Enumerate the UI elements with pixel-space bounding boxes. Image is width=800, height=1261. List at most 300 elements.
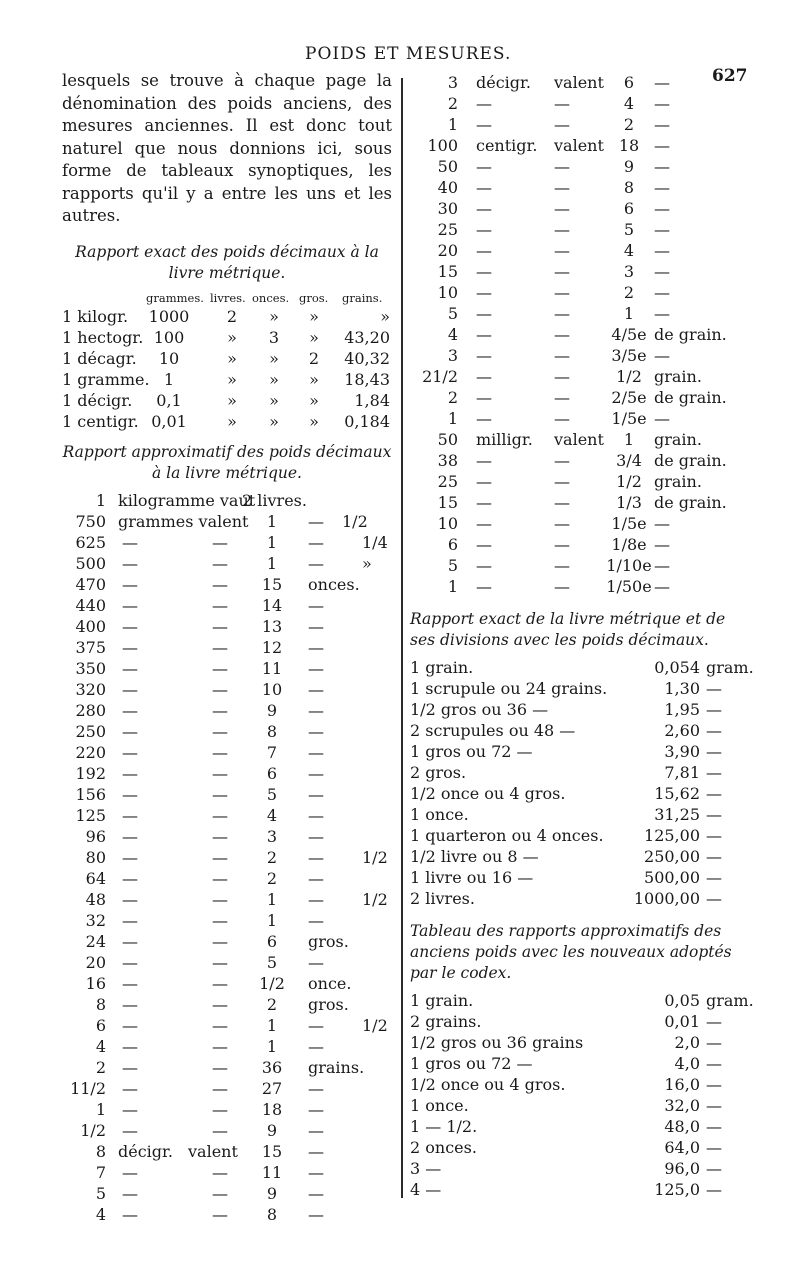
table-cell: — [654,199,670,218]
table-row [62,1078,392,1099]
table-row [410,324,740,345]
table-cell: — [122,868,138,888]
table-cell: 2,0 [674,1033,700,1052]
table-cell: — [476,577,492,596]
table-cell: — [212,1099,228,1119]
table-row [410,555,740,576]
table-cell: 2 scrupules ou 48 — [410,721,576,740]
table-cell: 2 [266,994,278,1014]
table-row [62,910,392,931]
table-cell: 1 [266,532,278,552]
table-cell: 1 [266,889,278,909]
table-cell: — [476,493,492,512]
table-cell: 16,0 [664,1075,700,1094]
table-cell: 1 décigr. [62,390,133,410]
table-cell: — [554,262,570,281]
table-cell: 1/5e [611,514,647,533]
table-cell: — [308,1015,324,1035]
table1-header-cell: gros. [299,290,329,305]
table-cell: — [706,1138,722,1157]
table-cell: — [122,1183,138,1203]
table-cell: » [269,306,279,326]
table-cell: 1 gros ou 72 — [410,1054,533,1073]
table-row [62,1099,392,1120]
table-cell: 31,25 [654,805,700,824]
table-cell: 96 [85,826,106,846]
table-row [410,762,740,783]
table-cell: 9 [266,1120,278,1140]
table-cell: — [554,493,570,512]
table-cell: — [308,1078,324,1098]
table-cell: 64,0 [664,1138,700,1157]
table-cell: » [227,348,237,368]
table3-body [410,657,754,909]
table-row [410,492,740,513]
table-cell: 1 gros ou 72 — [410,742,533,761]
table-cell: 2 [623,115,635,134]
table-cell: — [212,847,228,867]
table-cell: — [308,1099,324,1119]
table-cell: — [122,595,138,615]
table-cell: — [706,784,722,803]
table-cell: 4 [623,94,635,113]
table-cell: » [309,411,319,431]
table-row [410,1158,740,1179]
table-row [410,846,740,867]
table-cell: — [308,1036,324,1056]
table-row [410,678,740,699]
table-cell: 10 [437,283,458,302]
table-cell: 5 [623,220,635,239]
table-cell: — [476,283,492,302]
table-cell: — [212,994,228,1014]
table-row [410,657,754,678]
table-cell: 1/2 [362,847,388,867]
table-cell: 11 [261,1162,283,1182]
table-cell: — [122,637,138,657]
table-cell: — [122,889,138,909]
t2-cell: décigr. [118,1141,174,1161]
table-cell: 6 [623,199,635,218]
table-cell: 0,01 [151,411,187,431]
table-cell: 1 [447,115,458,134]
table-cell: — [122,658,138,678]
table-cell: 3 — [410,1159,442,1178]
table-cell: — [554,178,570,197]
table-cell: — [122,931,138,951]
table-row [410,177,740,198]
table-cell: 50 [437,430,458,449]
table-cell: 5 [447,304,458,323]
table-cell: — [706,721,722,740]
table-row [410,93,740,114]
table-cell: — [654,220,670,239]
table-cell: 350 [75,658,106,678]
t2-cell: — [308,511,324,531]
table-cell: — [554,325,570,344]
table-cell: — [706,1054,722,1073]
table-cell: gram. [706,658,754,677]
table-cell: centigr. [476,136,538,155]
table-cell: — [212,1057,228,1077]
table-cell: — [476,220,492,239]
table-cell: — [554,409,570,428]
table-cell: — [212,1204,228,1224]
table-row [62,616,392,637]
table-cell: 1 once. [410,1096,469,1115]
table-cell: 18,43 [344,369,390,389]
table-cell: 1 quarteron ou 4 onces. [410,826,604,845]
table-cell: 9 [266,1183,278,1203]
table-cell: gros. [308,931,349,951]
table-cell: — [654,409,670,428]
table-row [62,784,392,805]
table-row [410,450,740,471]
table2-tail [62,1162,392,1225]
table-row [62,679,392,700]
table-row [62,411,392,432]
table-cell: — [654,157,670,176]
table-cell: 1/2 gros ou 36 grains [410,1033,584,1052]
table-cell: 1/2 [616,367,642,386]
table-cell: — [706,1117,722,1136]
table-cell: de grain. [654,451,727,470]
table-cell: 4 [266,805,278,825]
table-cell: — [308,637,324,657]
table-cell: 11 [261,658,283,678]
table-cell: 1/4 [362,532,388,552]
table-cell: — [554,94,570,113]
table2-row [62,1141,392,1162]
table-cell: 500 [75,553,106,573]
table-cell: 4,0 [674,1054,700,1073]
table-cell: 0,05 [664,991,700,1010]
table-cell: 280 [75,700,106,720]
t2-cell: valent [188,1141,238,1161]
table-cell: » [309,390,319,410]
table-cell: — [308,763,324,783]
table-cell: 8 [266,721,278,741]
table1-caption: Rapport exact des poids décimaux à la livre métrique. [75,242,379,282]
table-cell: — [476,472,492,491]
table-cell: 6 [266,931,278,951]
table-row [62,348,392,369]
table-cell: — [122,616,138,636]
table-cell: 7,81 [664,763,700,782]
table-row [410,282,740,303]
table-row [62,369,392,390]
table-row [410,408,740,429]
table2-body [62,532,392,1141]
table-row [62,742,392,763]
table-cell: — [554,304,570,323]
table-cell: — [308,595,324,615]
table-cell: 12 [261,637,283,657]
table-cell: — [554,514,570,533]
table-cell: — [706,868,722,887]
table-cell: — [308,700,324,720]
table-cell: — [122,1162,138,1182]
table-cell: 1/2 [362,889,388,909]
table-cell: 1,30 [664,679,700,698]
table-cell: — [476,199,492,218]
column-divider [401,78,403,1198]
table-cell: 1 [447,409,458,428]
table-cell: 18 [261,1099,283,1119]
table-cell: 20 [85,952,106,972]
table-cell: — [308,616,324,636]
table-cell: — [122,784,138,804]
table-cell: — [476,178,492,197]
table-cell: » [227,390,237,410]
table-cell: 3,90 [664,742,700,761]
table-cell: 2 [266,847,278,867]
table-cell: 4/5e [611,325,647,344]
table-cell: — [308,805,324,825]
table-cell: — [212,1183,228,1203]
table-cell: — [706,847,722,866]
table-cell: 14 [261,595,283,615]
table-cell: 16 [85,973,106,993]
table-cell: — [212,931,228,951]
table-row [410,825,740,846]
table-cell: — [554,577,570,596]
table-row [410,387,740,408]
table-cell: — [308,784,324,804]
table-row [62,1120,392,1141]
table-row [410,303,740,324]
table-cell: 1 [266,553,278,573]
table-cell: décigr. [476,73,532,92]
table-cell: 2 onces. [410,1138,477,1157]
table-row [410,534,740,555]
table-cell: — [212,763,228,783]
table-cell: — [554,472,570,491]
table-cell: 5 [95,1183,106,1203]
table-cell: gram. [706,991,754,1010]
table-cell: 1 [623,430,635,449]
table-cell: — [212,952,228,972]
table-cell: 32,0 [664,1096,700,1115]
table-cell: 440 [75,595,106,615]
table-cell: » [269,369,279,389]
table-row [62,700,392,721]
table-cell: 7 [266,742,278,762]
table-cell: 48 [85,889,106,909]
table-cell: 4 [95,1204,106,1224]
table-cell: — [212,658,228,678]
t2-cell: kilogramme vaut [118,490,256,510]
table-cell: 1 scrupule ou 24 grains. [410,679,608,698]
table-row [410,471,740,492]
table-cell: — [654,556,670,575]
table-cell: 470 [75,574,106,594]
right-column [410,72,754,1200]
table-cell: — [122,952,138,972]
table-cell: — [122,1015,138,1035]
table-cell: — [654,241,670,260]
table-cell: 3 [447,346,458,365]
table-cell: 8 [623,178,635,197]
table-cell: 6 [95,1015,106,1035]
table-row [410,783,740,804]
table-cell: — [122,1120,138,1140]
table-cell: 1 gramme. [62,369,150,389]
table-cell: — [654,94,670,113]
table-cell: grain. [654,472,702,491]
table-cell: 5 [447,556,458,575]
table-cell: 96,0 [664,1159,700,1178]
table-row [410,990,754,1011]
table-cell: 21/2 [422,367,458,386]
table-cell: — [308,1204,324,1224]
table-row [62,1015,392,1036]
table-cell: — [122,1078,138,1098]
table-cell: 5 [266,784,278,804]
table-cell: — [122,742,138,762]
table-cell: 40 [437,178,458,197]
table1-header-cell: livres. [210,290,246,305]
table-cell: — [706,679,722,698]
table-cell: » [362,553,372,573]
table-cell: 1 [623,304,635,323]
table-cell: — [554,115,570,134]
table-cell: — [212,1078,228,1098]
table-cell: — [706,1012,722,1031]
t2-cell: 1/2 [342,511,368,531]
table-cell: — [122,910,138,930]
table-cell: 30 [437,199,458,218]
table-cell: » [269,348,279,368]
table-row [62,595,392,616]
table-row [410,1074,740,1095]
table-cell: 1 grain. [410,658,474,677]
table1-header-cell: grammes. [146,290,204,305]
table-cell: milligr. [476,430,533,449]
table-cell: onces. [308,574,360,594]
table-cell: 43,20 [344,327,390,347]
table2-row [62,490,392,511]
intro-paragraph: lesquels se trouve à chaque page la dénomination des poids anciens, des mesures anciennes. Il est donc tout naturel que nous donnions ici, sous forme de tableaux synoptiques, les rapports qu'il y a entre les uns et les autres. [62,71,392,225]
table-cell: — [554,367,570,386]
table-cell: 1/50e [606,577,652,596]
table-cell: — [476,115,492,134]
table-cell: 2 grains. [410,1012,482,1031]
table-cell: 192 [75,763,106,783]
table-cell: — [554,283,570,302]
table-cell: 1 [447,577,458,596]
table-row [410,888,740,909]
table-cell: — [554,556,570,575]
table-cell: 2/5e [611,388,647,407]
table-cell: 8 [95,994,106,1014]
table-cell: — [122,763,138,783]
table-row [62,327,392,348]
table-cell: 1 once. [410,805,469,824]
table-cell: 125,00 [644,826,700,845]
table-cell: — [706,826,722,845]
table-cell: 50 [437,157,458,176]
table-row [62,931,392,952]
table-row [62,763,392,784]
table-cell: 320 [75,679,106,699]
table-cell: 15,62 [654,784,700,803]
table-cell: — [706,1033,722,1052]
table-cell: 1 hectogr. [62,327,144,347]
table-cell: — [308,868,324,888]
table-cell: — [654,73,670,92]
table-cell: — [308,553,324,573]
table-cell: gros. [308,994,349,1014]
table-row [410,513,740,534]
table-cell: 0,184 [344,411,390,431]
table-cell: 1,84 [354,390,390,410]
table-cell: 5 [266,952,278,972]
table2-caption: Rapport approximatif des poids décimaux à la livre métrique. [62,442,392,482]
table1-header-cell: grains. [342,290,383,305]
table-cell: 1/2 [362,1015,388,1035]
table-cell: 1 [163,369,175,389]
table-cell: — [554,388,570,407]
table-cell: 1/2 once ou 4 gros. [410,784,566,803]
table-cell: — [476,514,492,533]
table-row [410,1137,740,1158]
t2-cell: 1 [266,511,278,531]
table-row [410,135,740,156]
table-row [62,868,392,889]
table-cell: — [212,1036,228,1056]
table-cell: — [212,700,228,720]
table-cell: — [122,1099,138,1119]
table-cell: — [212,973,228,993]
table-cell: de grain. [654,493,727,512]
table-cell: valent [554,430,604,449]
table-row [62,390,392,411]
table-cell: 1/2 once ou 4 gros. [410,1075,566,1094]
table1-header [62,290,392,306]
table-cell: 1 [266,910,278,930]
table-cell: 36 [261,1057,283,1077]
table-row [62,553,392,574]
table-cell: 9 [266,700,278,720]
table-cell: 32 [85,910,106,930]
table-row [410,156,740,177]
table-cell: — [122,1204,138,1224]
table3-caption: Rapport exact de la livre métrique et de ses divisions avec les poids décimaux. [410,610,726,649]
table-cell: — [308,1120,324,1140]
table-row [62,637,392,658]
table-cell: 6 [266,763,278,783]
table-cell: — [308,910,324,930]
table-cell: 25 [437,220,458,239]
table-cell: 2 [447,94,458,113]
table-cell: » [269,411,279,431]
table-row [410,261,740,282]
table-cell: 2 [623,283,635,302]
table-cell: — [706,700,722,719]
table-row [62,1204,392,1225]
table-cell: — [212,826,228,846]
table-row [62,1162,392,1183]
table-cell: 15 [261,574,283,594]
table-cell: — [654,178,670,197]
table-cell: 24 [85,931,106,951]
table-cell: 15 [437,493,458,512]
table-cell: — [654,514,670,533]
table-row [410,198,740,219]
table-cell: 1 [266,1015,278,1035]
table-cell: 6 [447,535,458,554]
